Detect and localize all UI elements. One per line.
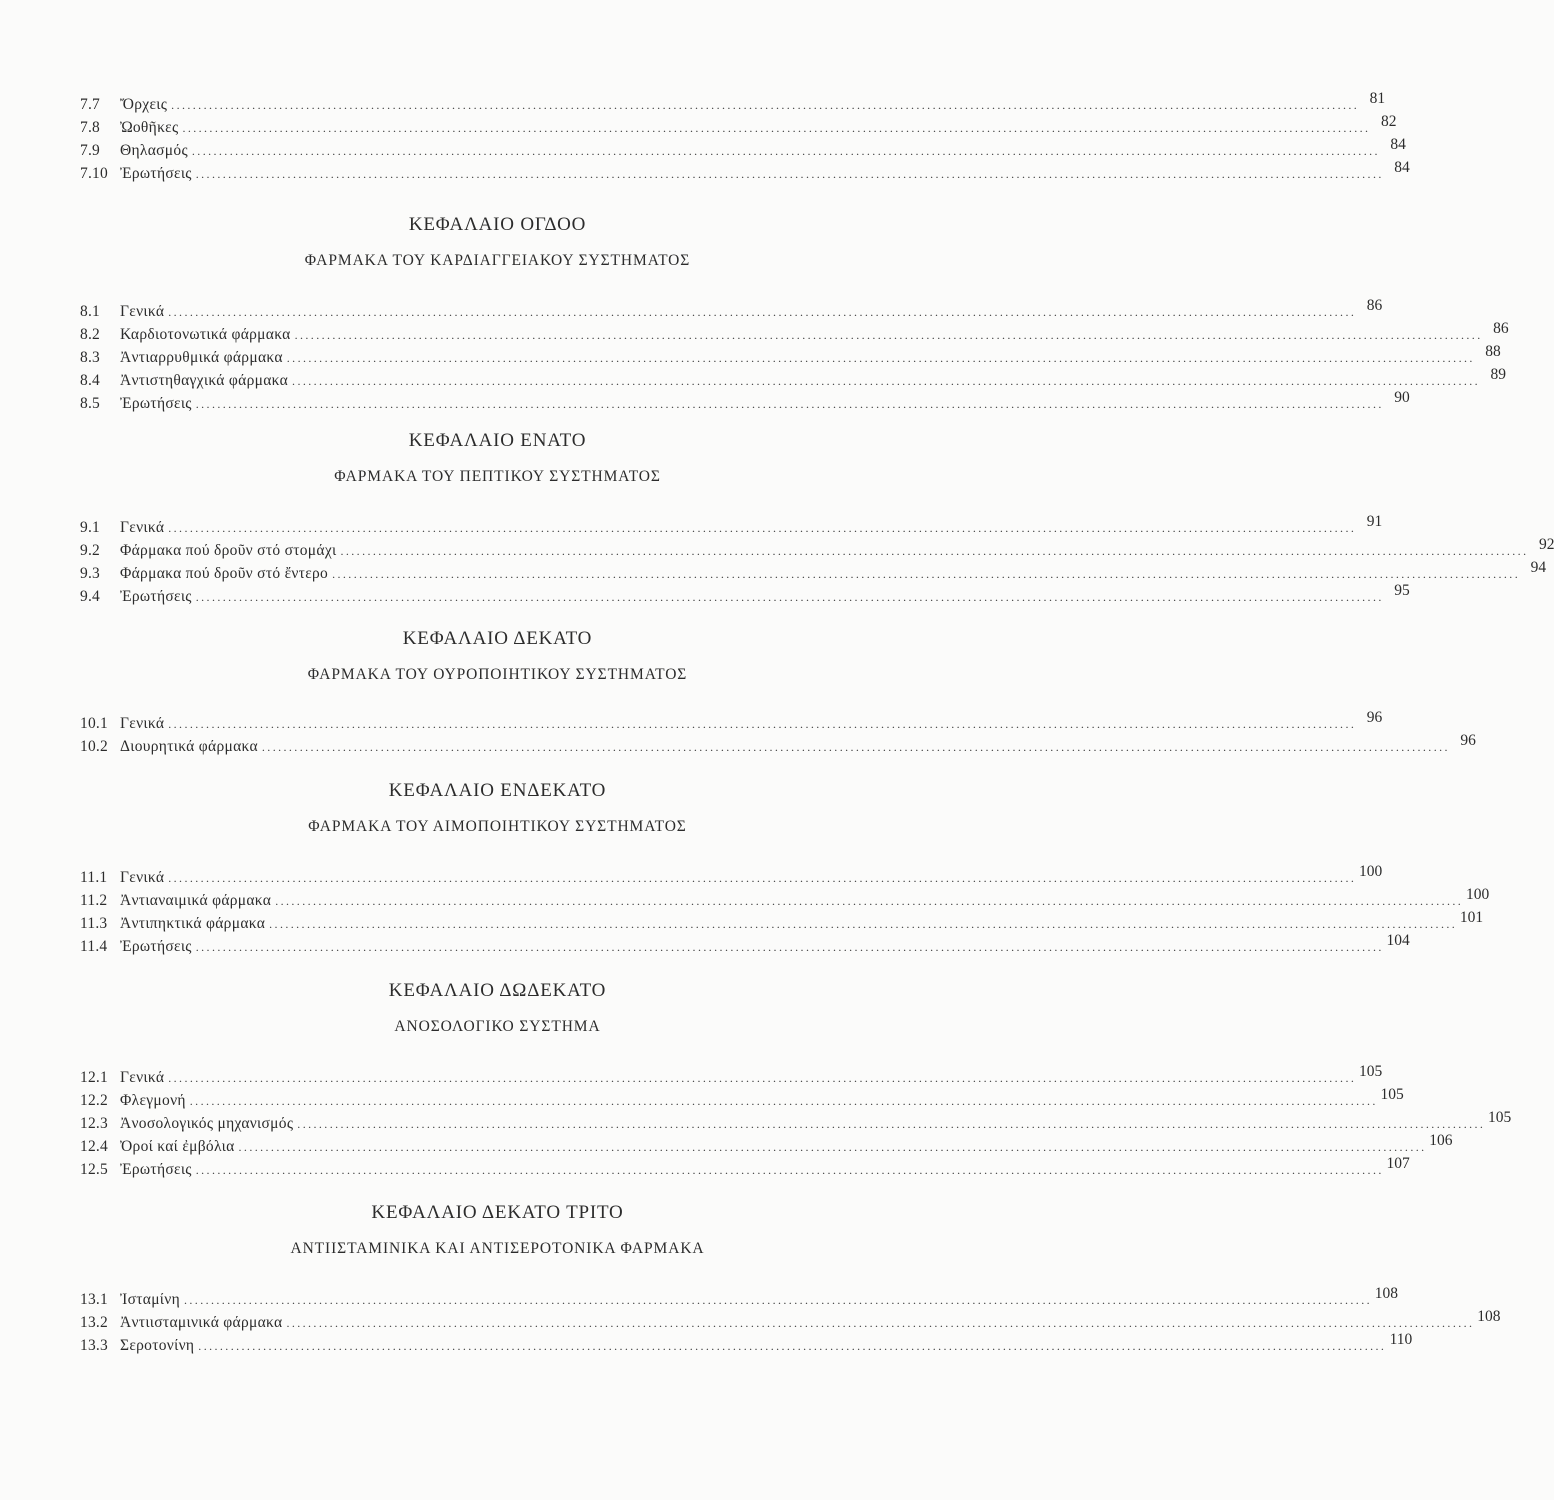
toc-entry [0,1331,1413,1357]
entry-page: 92 [1538,536,1554,553]
chapter-heading: ΚΕΦΑΛΑΙΟ ΔΩΔΕΚΑΤΟ [388,980,607,1001]
dot-leader: ............................................................................................................................................................................................................................ [168,717,1357,731]
chapter-subject-heading: ΦΑΡΜΑΚΑ ΤΟΥ ΑΙΜΟΠΟΙΗΤΙΚΟΥ ΣΥΣΤΗΜΑΤΟΣ [308,818,687,835]
entry-page: 105 [1380,1086,1404,1103]
entry-number: 7.8 [80,119,100,136]
entry-title: Ἀντιπηκτικά φάρμακα [120,915,266,932]
entry-title: Διουρητικά φάρμακα [120,738,258,755]
entry-number: 12.2 [80,1092,108,1109]
entry-title: Ἐρωτήσεις [120,165,192,182]
entry-number: 11.2 [80,892,108,909]
entry-title: Ἐρωτήσεις [120,1161,192,1178]
entry-number: 11.4 [80,938,108,955]
dot-leader: ............................................................................................................................................................................................................................ [168,1071,1357,1085]
entry-title: Φάρμακα πού δροῦν στό ἔντερο [120,565,329,582]
dot-leader: ............................................................................................................................................................................................................................ [189,1094,1378,1108]
entry-number: 11.3 [80,915,108,932]
chapter-subject-heading: ΑΝΤΙΙΣΤΑΜΙΝΙΚΑ ΚΑΙ ΑΝΤΙΣΕΡΟΤΟΝΙΚΑ ΦΑΡΜΑΚΑ [290,1240,705,1257]
toc-entry [0,1063,1383,1089]
entry-title: Ἰσταμίνη [120,1291,180,1308]
entry-title: Ὄρχεις [120,96,168,113]
entry-page: 108 [1374,1285,1398,1302]
toc-list-9 [0,513,1554,608]
entry-page: 81 [1369,90,1386,107]
dot-leader: ............................................................................................................................................................................................................................ [184,1293,1372,1307]
entry-number: 8.4 [80,372,100,389]
entry-title: Ἐρωτήσεις [120,588,192,605]
chapter-subject-heading: ΑΝΟΣΟΛΟΓΙΚΟ ΣΥΣΤΗΜΑ [394,1018,601,1035]
toc-entry [0,932,1410,958]
entry-page: 95 [1394,582,1410,599]
dot-leader: ............................................................................................................................................................................................................................ [269,917,1458,931]
toc-entry [0,320,1509,346]
entry-page: 100 [1359,863,1383,880]
toc-entry [0,1132,1453,1158]
entry-title: Φλεγμονή [120,1092,186,1109]
toc-entry [0,366,1507,392]
entry-title: Ὀροί καί ἐμβόλια [120,1138,235,1155]
entry-number: 9.4 [80,588,100,605]
dot-leader: ............................................................................................................................................................................................................................ [332,567,1521,581]
entry-page: 104 [1386,932,1410,949]
dot-leader: ............................................................................................................................................................................................................................ [171,98,1360,112]
toc-entry [0,90,1386,116]
entry-number: 10.2 [80,738,108,755]
entry-page: 84 [1394,159,1410,176]
entry-number: 8.1 [80,303,100,320]
entry-page: 84 [1390,136,1406,153]
dot-leader: ............................................................................................................................................................................................................................ [292,374,1481,388]
entry-page: 82 [1380,113,1397,130]
entry-title: Γενικά [120,715,165,732]
entry-title: Ὠοθῆκες [120,119,179,136]
entry-number: 12.5 [80,1161,108,1178]
dot-leader: ............................................................................................................................................................................................................................ [286,1316,1475,1330]
entry-page: 107 [1386,1155,1410,1172]
chapter-subject-heading: ΦΑΡΜΑΚΑ ΤΟΥ ΚΑΡΔΙΑΓΓΕΙΑΚΟΥ ΣΥΣΤΗΜΑΤΟΣ [304,252,691,269]
entry-title: Ἐρωτήσεις [120,938,192,955]
chapter-7-block [0,90,1410,185]
entry-page: 94 [1530,559,1547,576]
dot-leader: ............................................................................................................................................................................................................................ [198,1339,1387,1353]
chapter-heading: ΚΕΦΑΛΑΙΟ ΔΕΚΑΤΟ [402,628,593,649]
toc-entry [0,513,1383,539]
toc-entry [0,886,1490,912]
dot-leader: ............................................................................................................................................................................................................................ [195,397,1384,411]
dot-leader: ............................................................................................................................................................................................................................ [297,1117,1486,1131]
toc-entry [0,536,1554,562]
dot-leader: ............................................................................................................................................................................................................................ [238,1140,1427,1154]
entry-page: 86 [1366,297,1383,314]
dot-leader: ............................................................................................................................................................................................................................ [195,590,1384,604]
toc-entry [0,1155,1410,1181]
dot-leader: ............................................................................................................................................................................................................................ [286,351,1475,365]
entry-page: 106 [1429,1132,1453,1149]
entry-number: 8.2 [80,326,100,343]
entry-page: 100 [1465,886,1490,903]
entry-title: Ἀνοσολογικός μηχανισμός [120,1115,294,1132]
entry-page: 105 [1359,1063,1383,1080]
chapter-8-block [0,210,1509,415]
entry-title: Ἀντιστηθαγχικά φάρμακα [120,372,289,389]
entry-page: 91 [1366,513,1383,530]
toc-entry [0,1308,1501,1334]
entry-page: 86 [1493,320,1509,337]
entry-number: 13.3 [80,1337,108,1354]
dot-leader: ............................................................................................................................................................................................................................ [195,167,1384,181]
toc-list-13 [0,1285,1501,1357]
toc-list-8 [0,297,1509,415]
chapter-13-block [0,1198,1501,1357]
chapter-heading: ΚΕΦΑΛΑΙΟ ΔΕΚΑΤΟ ΤΡΙΤΟ [371,1202,624,1223]
toc-entry [0,1285,1398,1311]
entry-title: Γενικά [120,519,165,536]
entry-page: 110 [1389,1331,1413,1348]
chapter-heading: ΚΕΦΑΛΑΙΟ ΕΝΑΤΟ [408,430,587,451]
entry-title: Γενικά [120,1069,165,1086]
entry-number: 13.1 [80,1291,108,1308]
toc-entry [0,582,1410,608]
entry-number: 9.3 [80,565,100,582]
dot-leader: ............................................................................................................................................................................................................................ [182,121,1371,135]
entry-page: 88 [1485,343,1501,360]
entry-number: 8.3 [80,349,100,366]
entry-number: 7.10 [80,165,108,182]
toc-list-11 [0,863,1490,958]
toc-list-12 [0,1063,1512,1181]
toc-entry [0,343,1501,369]
toc-entry [0,909,1484,935]
entry-number: 7.9 [80,142,100,159]
entry-number: 12.3 [80,1115,108,1132]
chapter-subject-heading: ΦΑΡΜΑΚΑ ΤΟΥ ΠΕΠΤΙΚΟΥ ΣΥΣΤΗΜΑΤΟΣ [334,468,661,485]
entry-title: Καρδιοτονωτικά φάρμακα [120,326,291,343]
entry-page: 105 [1488,1109,1512,1126]
entry-number: 9.1 [80,519,100,536]
toc-entry [0,1109,1512,1135]
entry-title: Ἀντιαρρυθμικά φάρμακα [120,349,283,366]
dot-leader: ............................................................................................................................................................................................................................ [294,328,1483,342]
toc-entry [0,559,1547,585]
entry-number: 11.1 [80,869,108,886]
entry-page: 96 [1366,709,1383,726]
toc-list-7 [0,90,1410,185]
toc-entry [0,709,1383,735]
dot-leader: ............................................................................................................................................................................................................................ [275,894,1464,908]
dot-leader: ............................................................................................................................................................................................................................ [195,940,1384,954]
chapter-11-block [0,776,1490,958]
dot-leader: ............................................................................................................................................................................................................................ [195,1163,1384,1177]
entry-title: Ἀντιισταμινικά φάρμακα [120,1314,283,1331]
entry-number: 12.1 [80,1069,108,1086]
entry-page: 108 [1477,1308,1501,1325]
entry-title: Ἀντιαναιμικά φάρμακα [120,892,272,909]
dot-leader: ............................................................................................................................................................................................................................ [168,521,1357,535]
toc-entry [0,1086,1404,1112]
dot-leader: ............................................................................................................................................................................................................................ [340,544,1529,558]
toc-entry [0,113,1397,139]
toc-entry [0,159,1410,185]
entry-number: 7.7 [80,96,100,113]
chapter-12-block [0,976,1512,1181]
entry-number: 10.1 [80,715,108,732]
dot-leader: ............................................................................................................................................................................................................................ [191,144,1380,158]
entry-number: 13.2 [80,1314,108,1331]
chapter-subject-heading: ΦΑΡΜΑΚΑ ΤΟΥ ΟΥΡΟΠΟΙΗΤΙΚΟΥ ΣΥΣΤΗΜΑΤΟΣ [307,666,688,683]
entry-page: 90 [1394,389,1410,406]
dot-leader: ............................................................................................................................................................................................................................ [261,740,1450,754]
entry-number: 8.5 [80,395,100,412]
dot-leader: ............................................................................................................................................................................................................................ [168,871,1357,885]
entry-title: Φάρμακα πού δροῦν στό στομάχι [120,542,337,559]
entry-page: 89 [1490,366,1507,383]
chapter-heading: ΚΕΦΑΛΑΙΟ ΕΝΔΕΚΑΤΟ [388,780,607,801]
toc-entry [0,732,1476,758]
entry-page: 96 [1460,732,1476,749]
entry-title: Θηλασμός [120,142,188,159]
entry-title: Ἐρωτήσεις [120,395,192,412]
toc-entry [0,297,1383,323]
entry-number: 12.4 [80,1138,108,1155]
entry-page: 101 [1459,909,1484,926]
chapter-heading: ΚΕΦΑΛΑΙΟ ΟΓΔΟΟ [408,214,587,235]
entry-title: Γενικά [120,869,165,886]
toc-list-10 [0,709,1476,758]
entry-title: Γενικά [120,303,165,320]
entry-number: 9.2 [80,542,100,559]
toc-entry [0,389,1410,415]
entry-title: Σεροτονίνη [120,1337,195,1354]
chapter-9-block [0,426,1554,608]
toc-entry [0,136,1406,162]
chapter-10-block [0,624,1476,758]
toc-entry [0,863,1383,889]
dot-leader: ............................................................................................................................................................................................................................ [168,305,1357,319]
